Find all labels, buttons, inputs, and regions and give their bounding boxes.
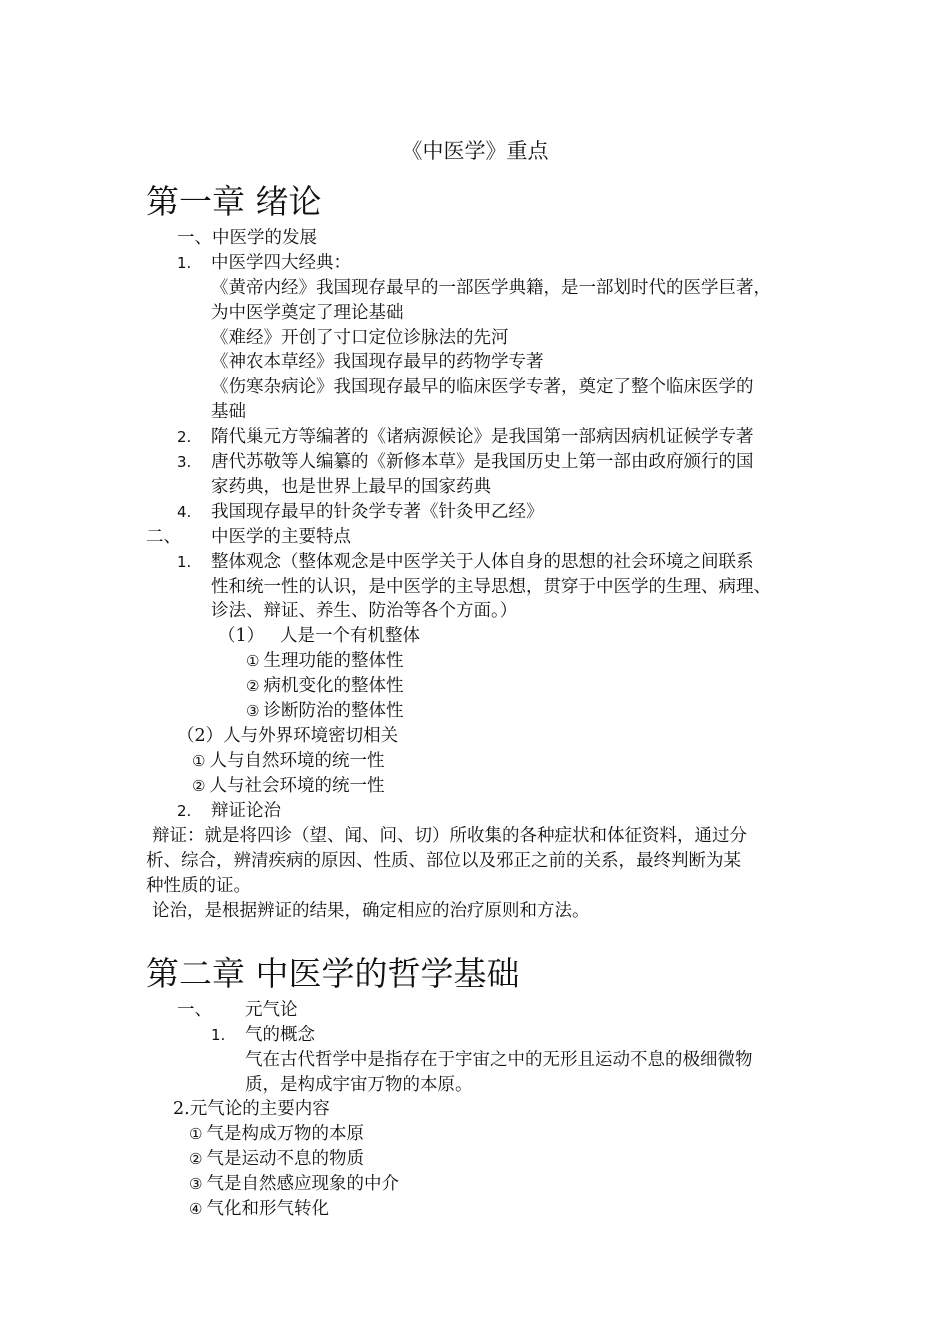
document-title: 《中医学》重点 xyxy=(401,139,549,163)
circled-number: ① xyxy=(246,652,260,670)
section-number: 一、 xyxy=(177,1000,212,1020)
list-item xyxy=(177,500,544,524)
chapter-2-heading: 第二章 中医学的哲学基础 xyxy=(146,954,520,993)
circled-number: ③ xyxy=(246,702,260,720)
paragraph-line: 辩证：就是将四诊（望、闻、问、切）所收集的各种症状和体征资料，通过分 xyxy=(152,826,747,846)
bullet-item xyxy=(189,1172,399,1196)
list-text: 整体观念（整体观念是中医学关于人体自身的思想的社会环境之间联系 xyxy=(211,552,754,572)
list-number: 4. xyxy=(177,503,192,521)
circled-number: ① xyxy=(192,752,206,770)
circled-number: ④ xyxy=(189,1200,203,1218)
paragraph-line: 《伤寒杂病论》我国现存最早的临床医学专著，奠定了整个临床医学的 xyxy=(211,377,754,397)
list-text: 辩证论治 xyxy=(211,801,281,821)
list-number: 1. xyxy=(177,254,192,272)
paragraph-line: 气在古代哲学中是指存在于宇宙之中的无形且运动不息的极细微物 xyxy=(245,1050,753,1070)
bullet-text: 气是构成万物的本原 xyxy=(206,1124,364,1144)
chapter-1-heading: 第一章 绪论 xyxy=(146,182,322,221)
bullet-text: 病机变化的整体性 xyxy=(263,676,404,696)
bullet-item xyxy=(189,1197,329,1221)
bullet-item xyxy=(192,774,384,798)
list-item xyxy=(177,251,351,275)
list-number: 1. xyxy=(211,1026,226,1044)
paragraph-line: 析、综合，辨清疾病的原因、性质、部位以及邪正之前的关系，最终判断为某 xyxy=(146,851,741,871)
list-text: 隋代巢元方等编著的《诸病源候论》是我国第一部病因病机证候学专著 xyxy=(211,427,754,447)
paragraph-line: 性和统一性的认识，是中医学的主导思想，贯穿于中医学的生理、病理、 xyxy=(211,577,771,597)
bullet-text: 气化和形气转化 xyxy=(206,1199,329,1219)
list-number: 1. xyxy=(177,553,192,571)
circled-number: ③ xyxy=(189,1175,203,1193)
circled-number: ② xyxy=(246,677,260,695)
section-heading: 元气论 xyxy=(245,1000,298,1020)
bullet-item xyxy=(246,674,403,698)
paragraph-line: 质，是构成宇宙万物的本原。 xyxy=(245,1075,473,1095)
list-number: 2. xyxy=(177,428,192,446)
list-item xyxy=(177,425,754,449)
bullet-item xyxy=(246,699,403,723)
paragraph-line: 《黄帝内经》我国现存最早的一部医学典籍，是一部划时代的医学巨著， xyxy=(211,278,771,298)
bullet-item xyxy=(189,1122,364,1146)
list-item xyxy=(177,550,754,574)
section-heading: 中医学的主要特点 xyxy=(211,527,351,547)
bullet-item xyxy=(246,649,403,673)
bullet-text: 人与社会环境的统一性 xyxy=(209,776,385,796)
list-item: 2.元气论的主要内容 xyxy=(173,1099,330,1119)
paragraph-line: 为中医学奠定了理论基础 xyxy=(211,303,404,323)
circled-number: ② xyxy=(189,1150,203,1168)
circled-number: ① xyxy=(189,1125,203,1143)
list-text: 唐代苏敬等人编纂的《新修本草》是我国历史上第一部由政府颁行的国 xyxy=(211,452,754,472)
paragraph-line: 论治，是根据辨证的结果，确定相应的治疗原则和方法。 xyxy=(152,901,590,921)
bullet-text: 人与自然环境的统一性 xyxy=(209,751,385,771)
list-item xyxy=(177,450,754,474)
bullet-text: 生理功能的整体性 xyxy=(263,651,404,671)
list-text: 气的概念 xyxy=(245,1025,315,1045)
sub-item-number: （1） xyxy=(218,626,265,646)
section-number: 二、 xyxy=(146,527,181,547)
list-item xyxy=(177,799,281,823)
paragraph-line: 《难经》开创了寸口定位诊脉法的先河 xyxy=(211,328,509,348)
sub-item-text: 人是一个有机整体 xyxy=(280,626,420,646)
list-item xyxy=(211,1023,315,1047)
paragraph-line: 种性质的证。 xyxy=(146,876,251,896)
bullet-text: 气是运动不息的物质 xyxy=(206,1149,364,1169)
section-heading: 一、中医学的发展 xyxy=(177,228,317,248)
sub-item xyxy=(218,624,420,648)
circled-number: ② xyxy=(192,777,206,795)
paragraph-line: 诊法、辩证、养生、防治等各个方面。） xyxy=(211,601,518,621)
list-text: 中医学四大经典： xyxy=(211,253,351,273)
bullet-item xyxy=(189,1147,364,1171)
list-number: 2. xyxy=(177,802,192,820)
paragraph-line: 基础 xyxy=(211,402,246,422)
paragraph-line: 《神农本草经》我国现存最早的药物学专著 xyxy=(211,352,544,372)
paragraph-line: 家药典，也是世界上最早的国家药典 xyxy=(211,477,491,497)
list-number: 3. xyxy=(177,453,192,471)
sub-item: （2）人与外界环境密切相关 xyxy=(177,726,399,746)
bullet-text: 气是自然感应现象的中介 xyxy=(206,1174,399,1194)
bullet-item xyxy=(192,749,384,773)
list-text: 我国现存最早的针灸学专著《针灸甲乙经》 xyxy=(211,502,544,522)
bullet-text: 诊断防治的整体性 xyxy=(263,701,404,721)
